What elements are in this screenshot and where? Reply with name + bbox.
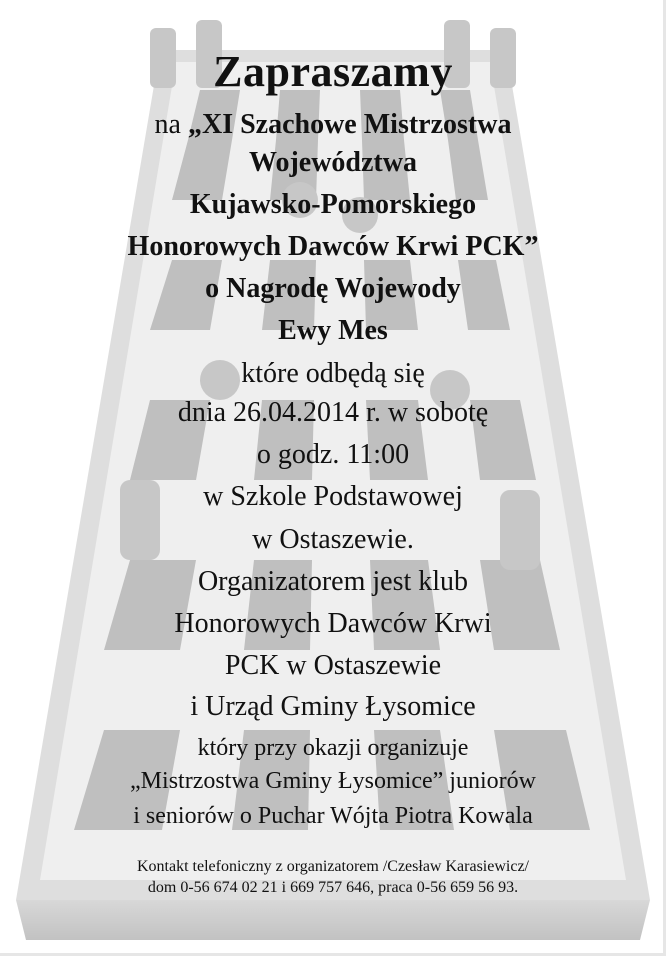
event-name-line-4: Honorowych Dawców Krwi PCK” [127, 231, 539, 262]
details-time: o godz. 11:00 [256, 439, 410, 470]
contact-line-1: Kontakt telefoniczny z organizatorem /Czesław Karasiewicz/ [137, 858, 529, 875]
details-line-1: które odbędą się [241, 358, 425, 389]
details-venue: w Szkole Podstawowej [203, 481, 463, 512]
extra-line-3: i seniorów o Puchar Wójta Piotra Kowala [133, 803, 533, 829]
organizer-line-2: Honorowych Dawców Krwi [174, 608, 492, 639]
details-date: dnia 26.04.2014 r. w sobotę [177, 397, 489, 428]
event-name-line-1 [0, 108, 666, 142]
event-name-line-3: Kujawsko-Pomorskiego [189, 189, 477, 220]
organizer-line-3: PCK w Ostaszewie [224, 650, 442, 681]
poster-title: Zapraszamy [213, 47, 453, 96]
contact-line-2: dom 0-56 674 02 21 i 669 757 646, praca 0-56 659 56 93. [147, 879, 519, 896]
event-name-text-1: „XI Szachowe Mistrzostwa [187, 109, 512, 140]
extra-line-2: „Mistrzostwa Gminy Łysomice” juniorów [130, 768, 536, 794]
event-name-line-2: Województwa [249, 147, 417, 178]
organizer-line-4: i Urząd Gminy Łysomice [190, 691, 476, 722]
prize-line-1: o Nagrodę Wojewody [205, 273, 461, 304]
extra-line-1: który przy okazji organizuje [197, 735, 469, 761]
event-lead: na [154, 109, 188, 140]
details-place: w Ostaszewie. [252, 524, 414, 555]
organizer-line-1: Organizatorem jest klub [197, 566, 469, 597]
prize-line-2: Ewy Mes [278, 315, 388, 346]
